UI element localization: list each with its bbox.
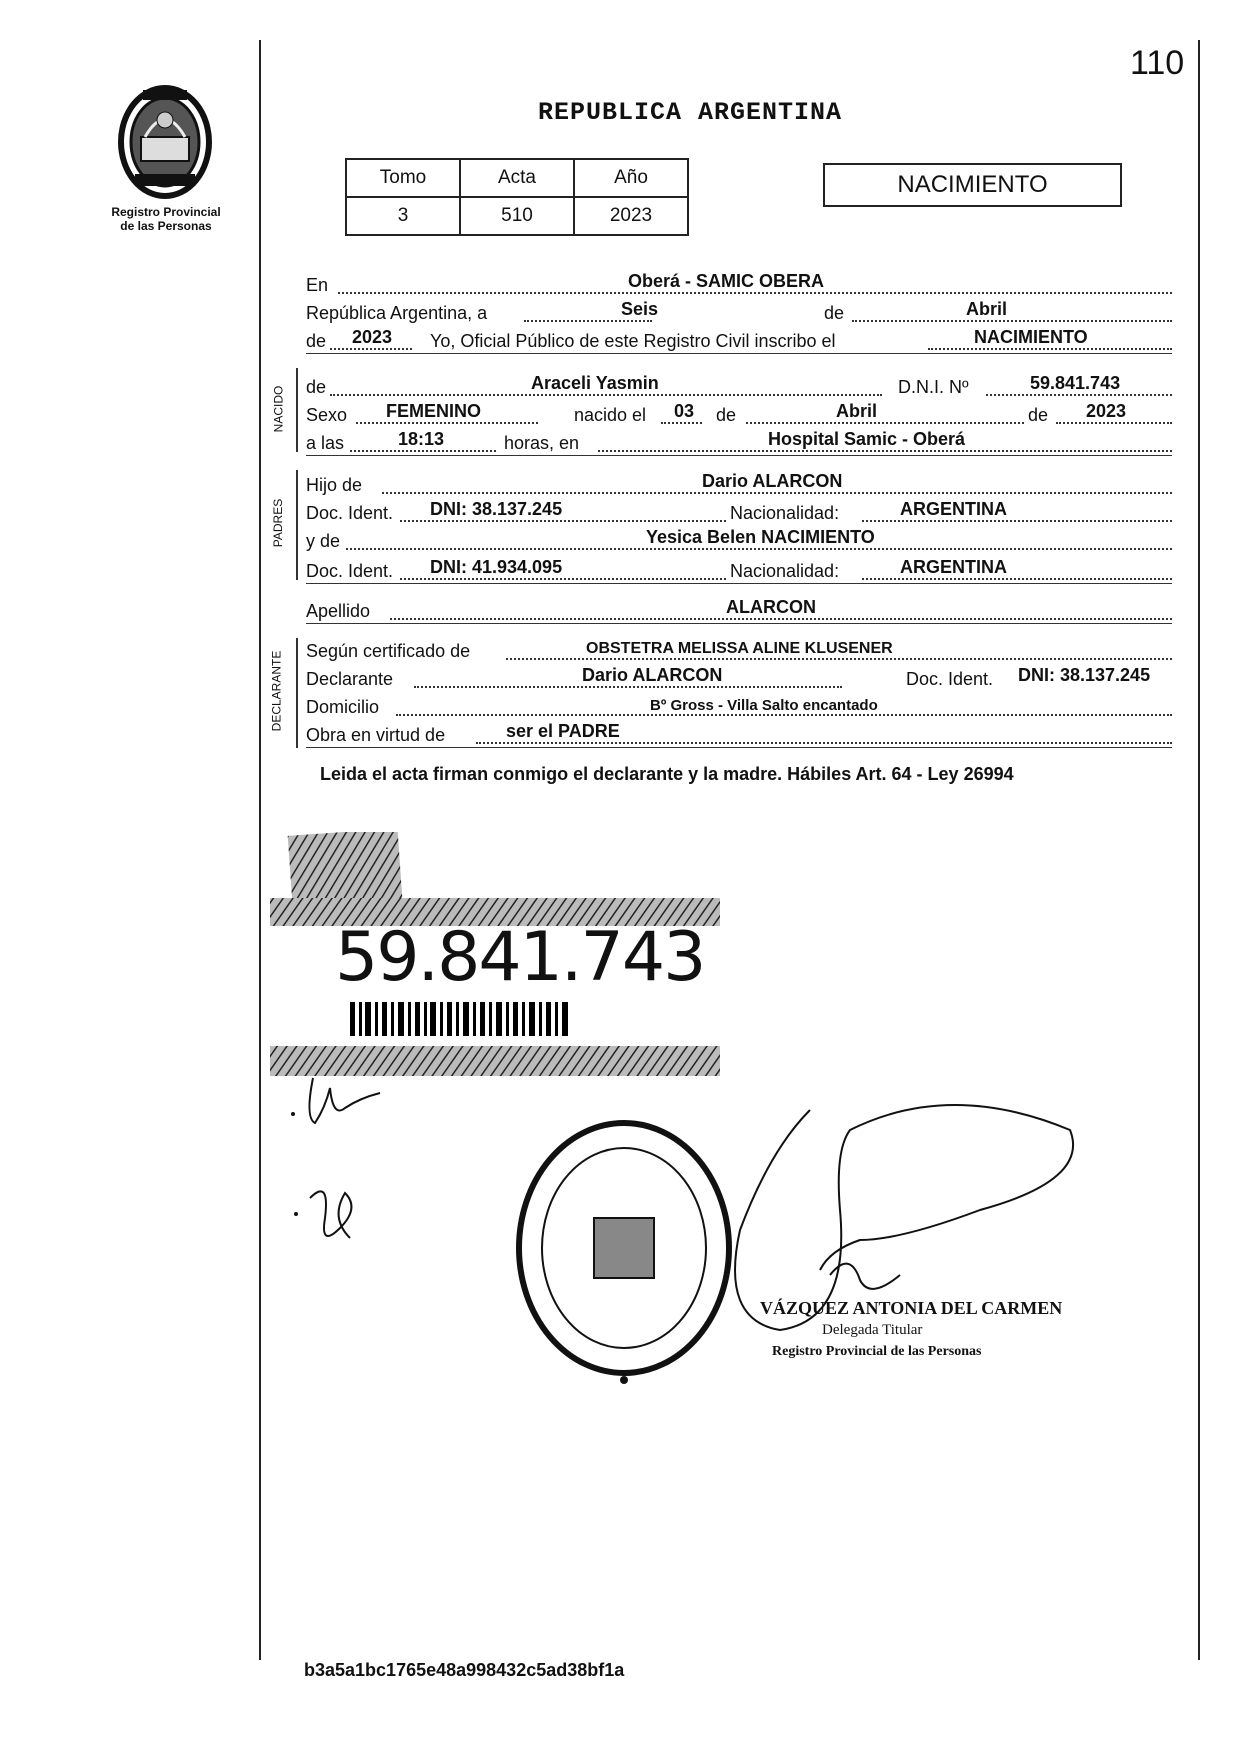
header-tomo: Tomo (346, 159, 460, 197)
row-certificado: Según certificado de OBSTETRA MELISSA ALINE KLUSENER (306, 636, 1172, 664)
certifier-value: OBSTETRA MELISSA ALINE KLUSENER (586, 640, 893, 657)
child-name-value: Araceli Yasmin (531, 373, 659, 393)
document-hash: b3a5a1bc1765e48a998432c5ad38bf1a (304, 1660, 625, 1680)
row-madre: y de Yesica Belen NACIMIENTO (306, 526, 1172, 554)
value-acta: 510 (460, 197, 574, 235)
birth-time-value: 18:13 (398, 429, 445, 449)
mother-signature (290, 1178, 370, 1263)
section-label-declarante: DECLARANTE (269, 650, 284, 732)
row-obra: Obra en virtud de ser el PADRE (306, 720, 1172, 748)
year-value: 2023 (352, 327, 393, 347)
row-sexo: Sexo FEMENINO nacido el 03 de Abril de 2023 (306, 400, 1172, 428)
section-label-padres: PADRES (271, 498, 286, 548)
inscribed-type-value: NACIMIENTO (974, 327, 1088, 347)
row-anio: de 2023 Yo, Oficial Público de este Registro Civil inscribo el NACIMIENTO (306, 326, 1172, 354)
right-margin-line (1198, 40, 1200, 1660)
child-dni-value: 59.841.743 (1030, 373, 1121, 393)
value-tomo: 3 (346, 197, 460, 235)
header-acta: Acta (460, 159, 574, 197)
header-anio: Año (574, 159, 688, 197)
row-nombre: de Araceli Yasmin D.N.I. Nº 59.841.743 (306, 372, 1172, 400)
day-words-value: Seis (621, 299, 659, 319)
birth-place-value: Hospital Samic - Oberá (768, 429, 966, 449)
row-padre: Hijo de Dario ALARCON (306, 470, 1172, 498)
official-role: Delegada Titular (822, 1322, 923, 1338)
document-title: REPUBLICA ARGENTINA (538, 98, 843, 127)
declarant-name-value: Dario ALARCON (582, 665, 723, 685)
mother-nationality-value: ARGENTINA (900, 557, 1007, 577)
father-name-value: Dario ALARCON (702, 471, 843, 491)
address-value: Bº Gross - Villa Salto encantado (650, 697, 878, 714)
row-domicilio: Domicilio Bº Gross - Villa Salto encantado (306, 692, 1172, 720)
record-type-box: NACIMIENTO (823, 163, 1122, 207)
row-apellido: Apellido ALARCON (306, 596, 1172, 624)
official-office: Registro Provincial de las Personas (772, 1344, 982, 1359)
row-padre-doc: Doc. Ident. DNI: 38.137.245 Nacionalidad: ARGENTINA (306, 498, 1172, 526)
left-margin-line (259, 40, 261, 1660)
declarant-dni-value: DNI: 38.137.245 (1018, 665, 1151, 685)
sex-value: FEMENINO (386, 401, 482, 421)
official-name: VÁZQUEZ ANTONIA DEL CARMEN (760, 1298, 1063, 1318)
acta-reference-table (345, 158, 689, 236)
capacity-value: ser el PADRE (506, 721, 620, 741)
row-madre-doc: Doc. Ident. DNI: 41.934.095 Nacionalidad: ARGENTINA (306, 556, 1172, 584)
month-value: Abril (966, 299, 1008, 319)
birth-day-value: 03 (674, 401, 695, 421)
birth-year-value: 2023 (1086, 401, 1127, 421)
place-value: Oberá - SAMIC OBERA (628, 271, 825, 291)
father-dni-value: DNI: 38.137.245 (430, 499, 563, 519)
legal-notice: Leida el acta firman conmigo el declarante y la madre. Hábiles Art. 64 - Ley 26994 (320, 764, 1014, 784)
row-republica: República Argentina, a Seis de Abril (306, 298, 1172, 326)
birth-month-value: Abril (836, 401, 878, 421)
mother-dni-value: DNI: 41.934.095 (430, 557, 563, 577)
dni-sticker-number: 59.841.743 (335, 918, 705, 997)
surname-value: ALARCON (726, 597, 816, 617)
father-nationality-value: ARGENTINA (900, 499, 1007, 519)
row-hora: a las 18:13 horas, en Hospital Samic - Oberá (306, 428, 1172, 456)
declarant-signature (285, 1068, 395, 1143)
row-en: En Oberá - SAMIC OBERA (306, 270, 1172, 298)
logo-caption: Registro Provincial de las Personas (111, 205, 221, 233)
province-emblem-logo (105, 82, 225, 202)
section-label-nacido: NACIDO (271, 385, 286, 433)
mother-name-value: Yesica Belen NACIMIENTO (646, 527, 875, 547)
row-declarante: Declarante Dario ALARCON Doc. Ident. DNI: 38.137.245 (306, 665, 1151, 689)
page-number: 110 (1130, 44, 1185, 82)
value-anio: 2023 (574, 197, 688, 235)
